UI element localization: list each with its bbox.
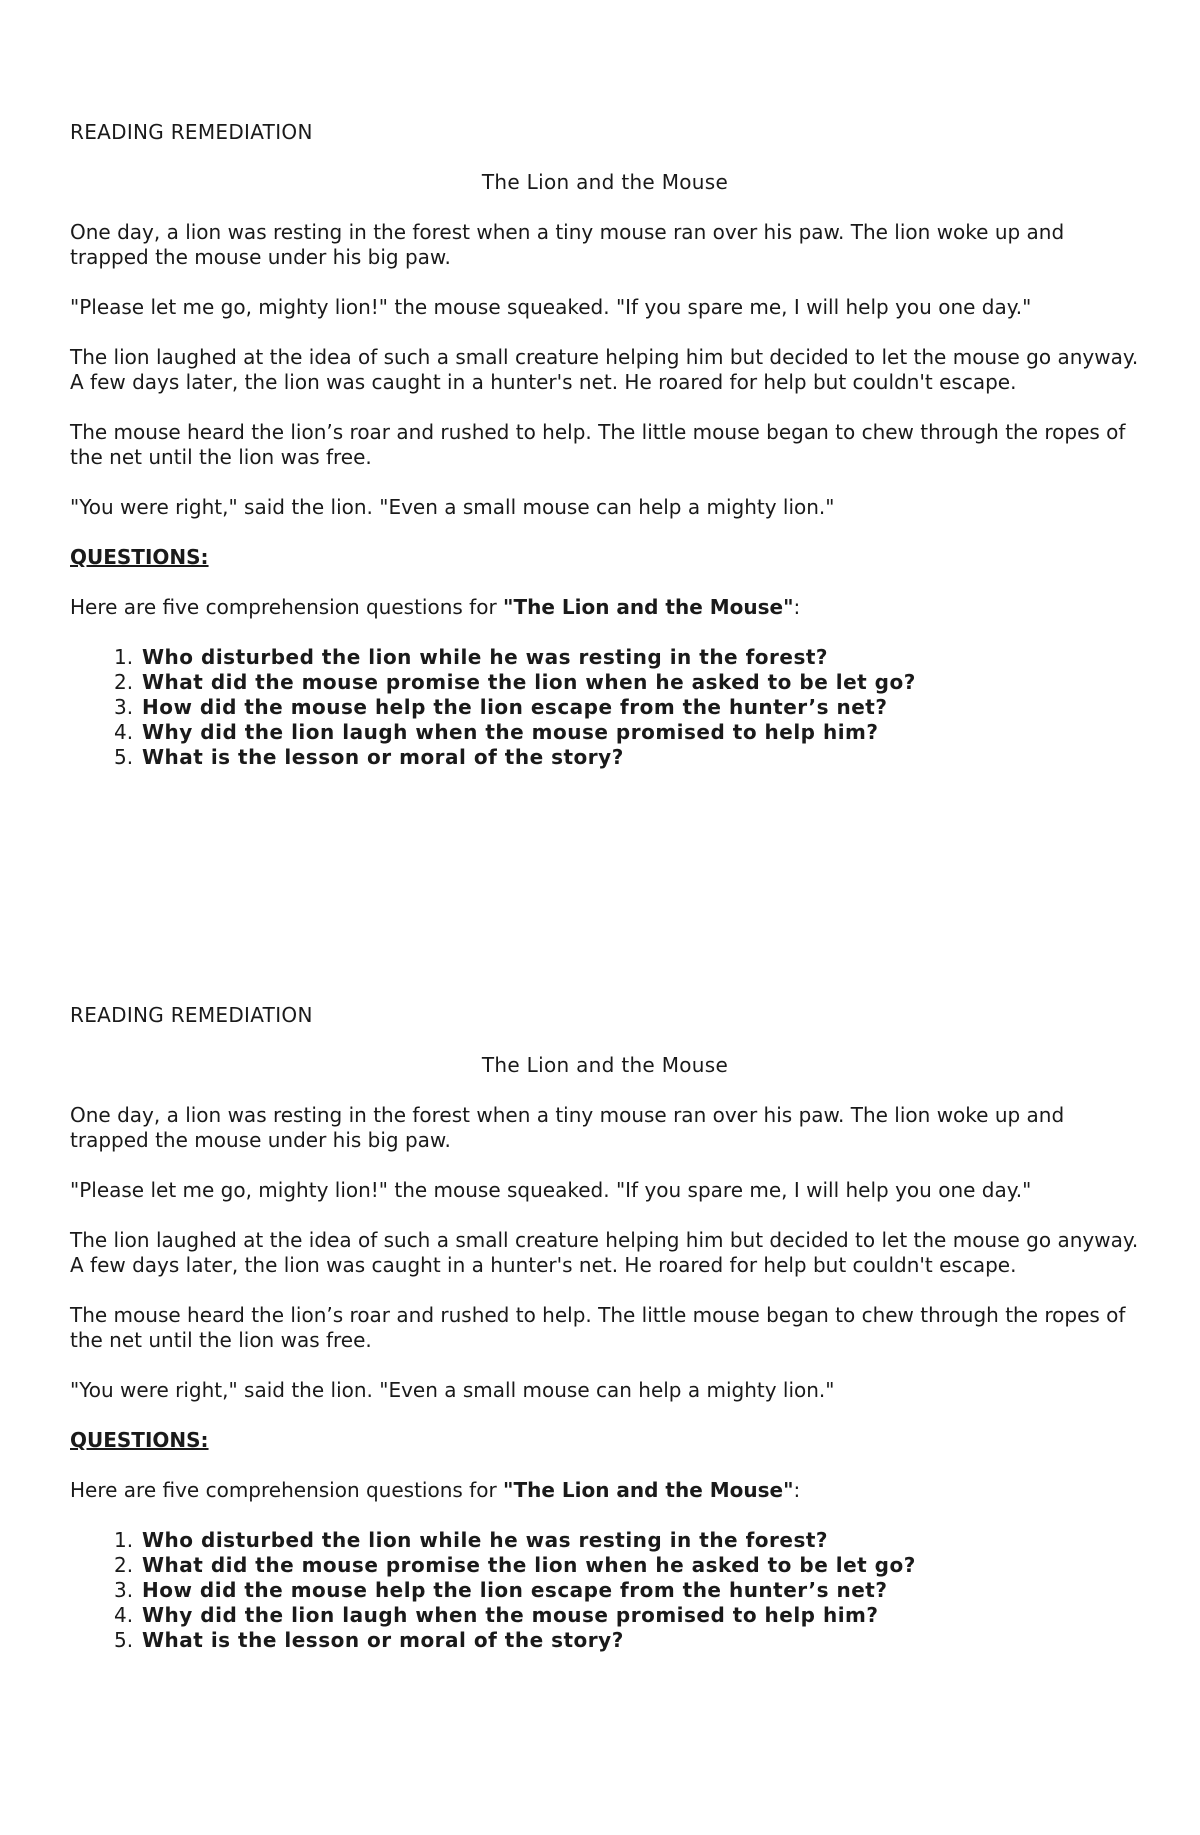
story-paragraph-5: The mouse heard the lion’s roar and rushed to help. The little mouse began to chew through the ropes of the net until the lion was free.: [70, 1303, 1126, 1352]
questions-intro-prefix: Here are five comprehension questions for: [70, 595, 504, 619]
question-text: How did the mouse help the lion escape from the hunter’s net?: [142, 1578, 888, 1602]
question-item: [70, 695, 1140, 720]
question-list: [70, 1528, 1140, 1653]
story-paragraph-5: The mouse heard the lion’s roar and rushed to help. The little mouse began to chew through the ropes of the net until the lion was free.: [70, 420, 1126, 469]
story-paragraph-3: The lion laughed at the idea of such a small creature helping him but decided to let the mouse go anyway.: [70, 1228, 1139, 1252]
question-item: [70, 745, 1140, 770]
story-paragraph-1: One day, a lion was resting in the forest when a tiny mouse ran over his paw. The lion woke up and trapped the mouse under his big paw.: [70, 220, 1065, 269]
questions-heading: QUESTIONS:: [70, 1428, 209, 1452]
question-number: 2.: [114, 670, 134, 694]
question-text: What did the mouse promise the lion when he asked to be let go?: [142, 1553, 916, 1577]
questions-intro-suffix: :: [793, 595, 801, 619]
story-title: The Lion and the Mouse: [481, 1053, 729, 1077]
question-number: 4.: [114, 720, 134, 744]
story-paragraph-6: "You were right," said the lion. "Even a small mouse can help a mighty lion.": [70, 495, 835, 519]
story-paragraph-4: A few days later, the lion was caught in a hunter's net. He roared for help but couldn't escape.: [70, 370, 1017, 394]
worksheet-heading: READING REMEDIATION: [70, 120, 313, 144]
questions-heading: QUESTIONS:: [70, 545, 209, 569]
questions-intro-title: "The Lion and the Mouse": [503, 1478, 794, 1502]
questions-intro-prefix: Here are five comprehension questions for: [70, 1478, 504, 1502]
question-text: What did the mouse promise the lion when he asked to be let go?: [142, 670, 916, 694]
story-title: The Lion and the Mouse: [481, 170, 729, 194]
worksheet-copy-1: [70, 120, 1140, 770]
question-item: [70, 1628, 1140, 1653]
question-text: Why did the lion laugh when the mouse promised to help him?: [142, 1603, 879, 1627]
story-paragraph-2: "Please let me go, mighty lion!" the mouse squeaked. "If you spare me, I will help you one day.": [70, 295, 1032, 319]
question-number: 3.: [114, 695, 134, 719]
question-item: [70, 720, 1140, 745]
question-text: How did the mouse help the lion escape from the hunter’s net?: [142, 695, 888, 719]
question-number: 5.: [114, 1628, 134, 1652]
question-item: [70, 670, 1140, 695]
question-item: [70, 645, 1140, 670]
question-text: Who disturbed the lion while he was resting in the forest?: [142, 645, 829, 669]
questions-intro-suffix: :: [793, 1478, 801, 1502]
question-item: [70, 1528, 1140, 1553]
question-number: 4.: [114, 1603, 134, 1627]
questions-intro: [70, 595, 1140, 620]
story-paragraph-1: One day, a lion was resting in the forest when a tiny mouse ran over his paw. The lion woke up and trapped the mouse under his big paw.: [70, 1103, 1065, 1152]
story-paragraph-3: The lion laughed at the idea of such a small creature helping him but decided to let the mouse go anyway.: [70, 345, 1139, 369]
worksheet-heading: READING REMEDIATION: [70, 1003, 313, 1027]
question-number: 1.: [114, 1528, 134, 1552]
story-paragraph-4: A few days later, the lion was caught in a hunter's net. He roared for help but couldn't escape.: [70, 1253, 1017, 1277]
question-number: 1.: [114, 645, 134, 669]
worksheet-copy-2: [70, 1003, 1140, 1653]
story-paragraph-6: "You were right," said the lion. "Even a small mouse can help a mighty lion.": [70, 1378, 835, 1402]
question-text: What is the lesson or moral of the story?: [142, 745, 624, 769]
story-paragraph-2: "Please let me go, mighty lion!" the mouse squeaked. "If you spare me, I will help you one day.": [70, 1178, 1032, 1202]
questions-intro: [70, 1478, 1140, 1503]
question-item: [70, 1553, 1140, 1578]
question-item: [70, 1578, 1140, 1603]
question-item: [70, 1603, 1140, 1628]
question-text: Who disturbed the lion while he was resting in the forest?: [142, 1528, 829, 1552]
question-list: [70, 645, 1140, 770]
questions-intro-title: "The Lion and the Mouse": [503, 595, 794, 619]
question-text: What is the lesson or moral of the story?: [142, 1628, 624, 1652]
question-number: 2.: [114, 1553, 134, 1577]
question-text: Why did the lion laugh when the mouse promised to help him?: [142, 720, 879, 744]
question-number: 5.: [114, 745, 134, 769]
question-number: 3.: [114, 1578, 134, 1602]
